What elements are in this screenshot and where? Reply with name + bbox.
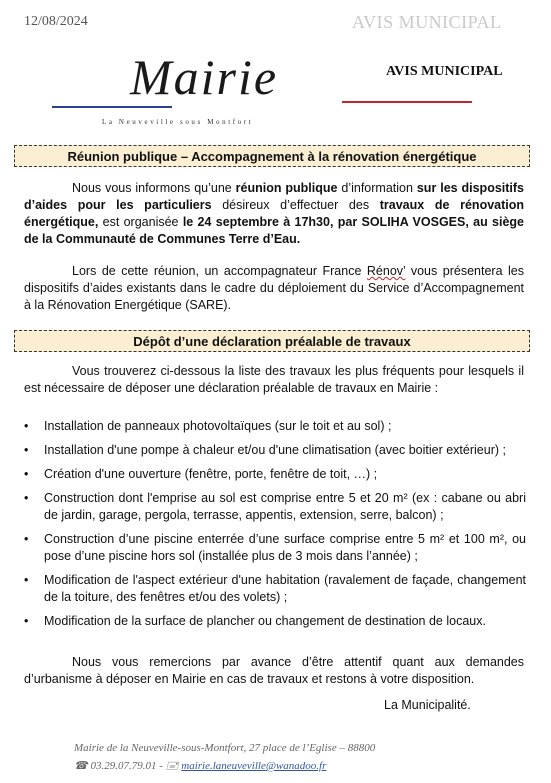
list-item: [24, 418, 526, 435]
mairie-logo: Mairie: [130, 49, 279, 105]
text-run-bold: réunion publique: [235, 181, 338, 195]
logo-red-line: [342, 101, 472, 103]
text-run-bold: sur les dispositifs d’aides pour les particuliers: [24, 181, 525, 212]
logo-subtitle: La Neuveville sous Montfort: [102, 118, 254, 126]
document-date: 12/08/2024: [24, 14, 88, 29]
section-heading-declaration: Dépôt d’une déclaration préalable de travaux: [14, 330, 530, 352]
text-run: Nous vous informons qu’une: [72, 181, 236, 195]
list-item-text: Construction dont l'emprise au sol est comprise entre 5 et 20 m² (ex : cabane ou abri de jardin, garage, pergola, terrasse, appentis, extension, serre, balcon) ;: [44, 491, 526, 522]
bullet: •: [24, 532, 29, 546]
paragraph-reunion: [24, 180, 524, 248]
logo-blue-line: [52, 106, 172, 108]
footer-separator: - 🖃: [156, 760, 182, 772]
paragraph-intro-travaux: [24, 363, 524, 397]
section-heading-reunion: Réunion publique – Accompagnement à la rénovation énergétique: [14, 145, 530, 167]
text-run-bold: travaux de rénovation énergétique,: [24, 198, 525, 229]
list-item-text: Création d'une ouverture (fenêtre, porte, fenêtre de toit, …) ;: [44, 467, 378, 481]
list-item: [24, 531, 526, 565]
text-run: vous présentera les dispositifs d’aides existants dans le cadre du déploiement du Service d’Accompagnement à la Rénovation Energétique (SARE).: [24, 264, 524, 312]
list-item-text: Modification de la surface de plancher ou changement de destination de locaux.: [44, 614, 486, 628]
text-run: Vous trouverez ci-dessous la liste des travaux les plus fréquents pour lesquels il est nécessaire de déposer une déclaration préalable de travaux en Mairie :: [24, 364, 524, 395]
list-item: [24, 572, 526, 606]
bullet: •: [24, 443, 29, 457]
footer-email-link[interactable]: mairie.laneuveville@wanadoo.fr: [181, 760, 327, 772]
text-run: Lors de cette réunion, un accompagnateur France: [72, 264, 367, 278]
bullet: •: [24, 491, 29, 505]
footer-address: Mairie de la Neuveville-sous-Montfort, 27 place de l’Eglise – 88800: [74, 742, 376, 754]
footer-contact: [74, 757, 326, 776]
notice-title: AVIS MUNICIPAL: [386, 64, 503, 79]
bullet: •: [24, 419, 29, 433]
list-item: [24, 613, 526, 630]
ghost-header-title: AVIS MUNICIPAL: [352, 12, 502, 32]
list-item-text: Installation de panneaux photovoltaïques (sur le toit et au sol) ;: [44, 419, 392, 433]
text-run-spellcheck: Rénov’: [366, 264, 406, 278]
text-run-bold: le 24 septembre à 17h30, par SOLIHA VOSGES, au siège de la Communauté de Communes Terre d’Eau.: [24, 215, 524, 246]
bullet: •: [24, 467, 29, 481]
list-item: [24, 466, 526, 483]
footer-phone: ☎ 03.29.07.79.01: [74, 760, 157, 772]
list-item-text: Construction d’une piscine enterrée d’une surface comprise entre 5 m² et 100 m², ou pose d’une piscine hors sol (installée plus de 3 mois dans l’année) ;: [44, 532, 526, 563]
list-item-text: Installation d'une pompe à chaleur et/ou d'une climatisation (avec boitier extérieur) ;: [44, 443, 506, 457]
signature: La Municipalité.: [384, 698, 471, 712]
list-item-text: Modification de l'aspect extérieur d'une habitation (ravalement de façade, changement de la toiture, des fenêtres et/ou des volets) ;: [44, 573, 526, 604]
paragraph-closing: [24, 654, 524, 688]
bullet: •: [24, 573, 29, 587]
bullet: •: [24, 614, 29, 628]
list-item: [24, 442, 526, 459]
text-run: désireux d’effectuer des: [211, 198, 380, 212]
text-run: d’information: [337, 181, 417, 195]
paragraph-accompagnateur: [24, 263, 524, 314]
list-item: [24, 490, 526, 524]
travaux-list: [24, 418, 526, 637]
text-run: est organisée: [98, 215, 183, 229]
text-run: Nous vous remercions par avance d’être attentif quant aux demandes d’urbanisme à déposer en Mairie en cas de travaux et restons à votre disposition.: [24, 655, 524, 686]
